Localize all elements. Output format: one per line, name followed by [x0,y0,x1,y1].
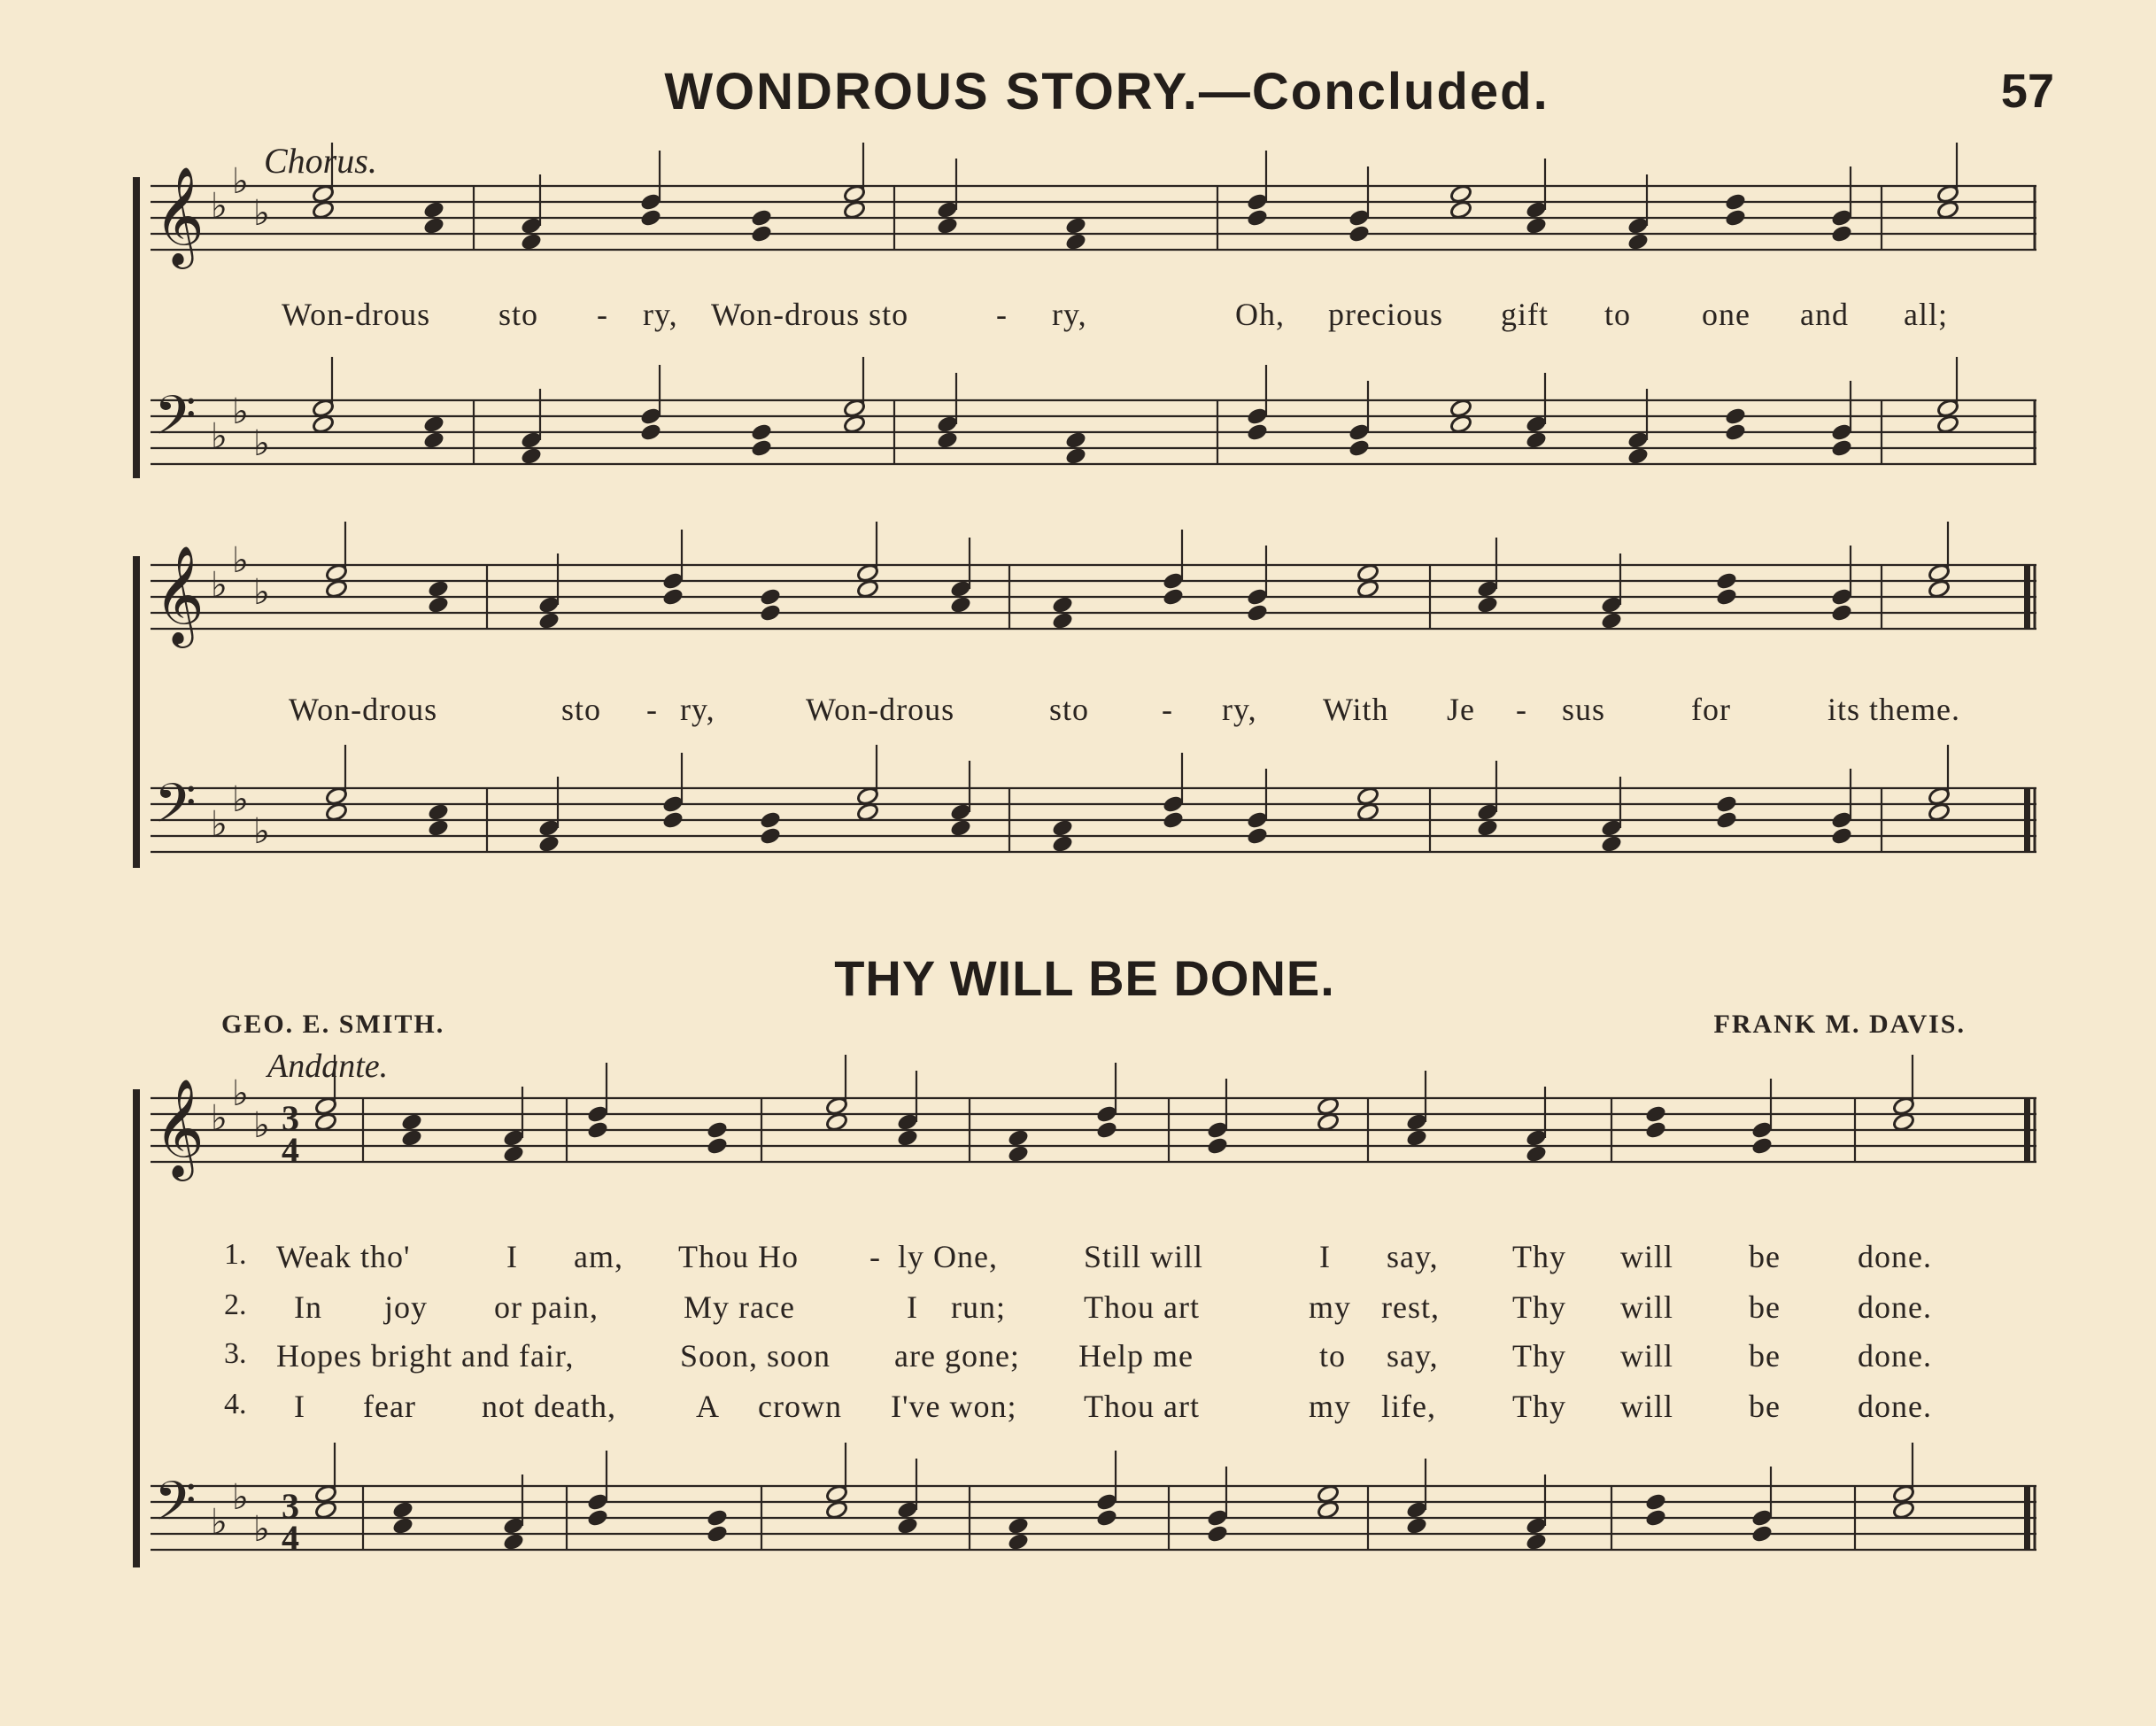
notehead [1830,826,1853,847]
lyric-syllable: my [1309,1389,1352,1424]
lyric-syllable: - [597,297,608,332]
notehead [1206,1136,1229,1157]
lyric-syllable: In [294,1289,322,1325]
notehead [586,1508,609,1529]
lyric-syllable: my [1309,1289,1352,1325]
lyric-syllable: and [1800,297,1849,332]
notehead [1830,224,1853,244]
notehead [750,208,773,228]
lyric-syllable: ry, [1052,297,1087,332]
lyric-syllable: I [294,1389,305,1424]
notehead [1348,224,1371,244]
notehead [1348,438,1371,459]
notehead [1162,810,1185,831]
lyric-syllable: done. [1858,1338,1932,1374]
lyric-syllable: ly One, [898,1239,998,1274]
flat-sign: ♭ [253,1509,270,1550]
treble-clef: 𝄞 [154,1078,205,1177]
lyric-syllable: to [1319,1338,1347,1374]
flat-sign: ♭ [211,416,228,457]
lyric-syllable: not death, [482,1389,616,1424]
lyric-syllable: Hopes bright and fair, [276,1338,575,1374]
lyric-syllable: sus [1562,692,1606,727]
lyric-syllable: for [1691,692,1731,727]
lyric-syllable: rest, [1381,1289,1440,1325]
lyric-syllable: Thy [1512,1289,1566,1325]
lyric-syllable: - [1516,692,1527,727]
flat-sign: ♭ [211,565,228,606]
flat-sign: ♭ [211,186,228,227]
notehead [586,1120,609,1141]
lyric-syllable: A [696,1389,720,1424]
lyric-syllable: I [506,1239,518,1274]
song-title: THY WILL BE DONE. [834,950,1335,1006]
lyric-syllable: precious [1328,297,1443,332]
composer-credit: FRANK M. DAVIS. [1713,1010,1966,1039]
notehead [1095,1508,1118,1529]
flat-sign: ♭ [253,811,270,852]
flat-sign: ♭ [232,1073,249,1114]
notehead [706,1508,729,1529]
notehead [1724,208,1747,228]
notehead [759,587,782,608]
lyric-syllable: - [869,1239,881,1274]
lyric-syllable: Help me [1078,1338,1194,1374]
flat-sign: ♭ [232,779,249,820]
notehead [1644,1492,1667,1513]
lyric-syllable: My race [684,1289,795,1325]
final-barline [2024,1098,2030,1162]
flat-sign: ♭ [253,572,270,613]
bass-clef: 𝄢 [154,1470,197,1546]
lyric-syllable: joy [384,1289,429,1325]
notehead [1750,1524,1773,1544]
verse-number: 4. [224,1388,247,1420]
lyric-syllable: - [1162,692,1173,727]
flat-sign: ♭ [232,161,249,202]
verse-number: 3. [224,1337,247,1370]
notehead [706,1120,729,1141]
lyric-syllable: Still will [1084,1239,1204,1274]
tempo-marking: Andante. [267,1048,389,1085]
notehead [1715,794,1738,815]
notehead [1162,587,1185,608]
lyric-syllable: be [1749,1239,1781,1274]
flat-sign: ♭ [211,804,228,845]
notehead [1830,438,1853,459]
lyric-syllable: - [646,692,658,727]
lyric-syllable: crown [758,1389,842,1424]
notehead [1206,1524,1229,1544]
lyric-syllable: Oh, [1235,297,1285,332]
notehead [706,1524,729,1544]
lyric-syllable: all; [1904,297,1948,332]
lyric-syllable: ry, [1222,692,1257,727]
notehead [1715,810,1738,831]
lyric-syllable: Won-drous sto [711,297,909,332]
notehead [1724,422,1747,443]
flat-sign: ♭ [253,423,270,464]
lyric-syllable: or pain, [494,1289,599,1325]
lyric-syllable: ry, [643,297,678,332]
notehead [639,422,662,443]
notehead [1644,1120,1667,1141]
lyric-syllable: to [1604,297,1632,332]
lyric-syllable: ry, [680,692,715,727]
lyric-syllable: say, [1387,1338,1439,1374]
lyric-syllable: Thou art [1084,1389,1200,1424]
notehead [1644,1508,1667,1529]
lyric-syllable: say, [1387,1239,1439,1274]
treble-clef: 𝄞 [154,166,205,265]
flat-sign: ♭ [211,1098,228,1139]
lyric-syllable: I [907,1289,918,1325]
notehead [1246,826,1269,847]
lyric-syllable: sto [561,692,602,727]
running-title: WONDROUS STORY.—Concluded. [664,63,1549,120]
flat-sign: ♭ [232,391,249,432]
notehead [1715,571,1738,592]
treble-clef: 𝄞 [154,545,205,644]
lyric-syllable: will [1620,1389,1674,1424]
flat-sign: ♭ [253,193,270,234]
final-barline [2024,565,2030,629]
notehead [759,810,782,831]
lyric-syllable: Soon, soon [680,1338,831,1374]
notehead [661,587,684,608]
system-bracket [133,177,140,478]
notehead [750,422,773,443]
system-bracket [133,556,140,868]
lyric-syllable: Thy [1512,1389,1566,1424]
lyric-syllable: life, [1381,1389,1436,1424]
lyric-syllable: I [1319,1239,1331,1274]
lyric-syllable: will [1620,1289,1674,1325]
lyric-syllable: Weak tho' [276,1239,411,1274]
lyric-syllable: Thy [1512,1338,1566,1374]
notehead [759,603,782,623]
lyric-syllable: Thou art [1084,1289,1200,1325]
notehead [661,810,684,831]
verse-number: 1. [224,1238,247,1271]
lyric-syllable: sto [498,297,539,332]
notehead [1644,1104,1667,1125]
notehead [1724,406,1747,427]
lyric-syllable: done. [1858,1239,1932,1274]
notehead [1246,208,1269,228]
lyric-syllable: are gone; [894,1338,1020,1374]
lyric-syllable: will [1620,1239,1674,1274]
lyric-syllable: Thy [1512,1239,1566,1274]
lyric-syllable: Thou Ho [678,1239,799,1274]
lyricist-credit: GEO. E. SMITH. [221,1010,445,1039]
time-signature-bottom: 4 [282,1130,299,1170]
final-barline [2024,788,2030,852]
lyric-syllable: sto [1049,692,1090,727]
lyric-syllable: With [1323,692,1389,727]
notehead [1750,1136,1773,1157]
notehead [1830,603,1853,623]
notehead [1724,192,1747,213]
flat-sign: ♭ [232,1477,249,1518]
system-bracket [133,1089,140,1567]
lyric-syllable: fear [363,1389,416,1424]
lyric-syllable: its theme. [1828,692,1960,727]
lyric-syllable: will [1620,1338,1674,1374]
bass-clef: 𝄢 [154,384,197,461]
page-number: 57 [2000,65,2054,118]
lyric-syllable: gift [1501,297,1549,332]
flat-sign: ♭ [232,540,249,581]
lyric-syllable: be [1749,1289,1781,1325]
notehead [1715,587,1738,608]
lyric-syllable: done. [1858,1289,1932,1325]
lyric-syllable: - [996,297,1008,332]
notehead [750,438,773,459]
lyric-syllable: I've won; [891,1389,1017,1424]
final-barline [2024,1486,2030,1550]
lyric-syllable: Won-drous [282,297,431,332]
bass-clef: 𝄢 [154,772,197,848]
notehead [759,826,782,847]
time-signature-top: 3 [282,1486,299,1526]
time-signature-bottom: 4 [282,1518,299,1558]
time-signature-top: 3 [282,1098,299,1138]
lyric-syllable: run; [951,1289,1006,1325]
notehead [1246,422,1269,443]
verse-number: 2. [224,1289,247,1321]
flat-sign: ♭ [211,1502,228,1543]
notehead [706,1136,729,1157]
lyric-syllable: be [1749,1338,1781,1374]
lyric-syllable: am, [574,1239,623,1274]
notehead [1246,603,1269,623]
notehead [639,208,662,228]
flat-sign: ♭ [253,1105,270,1146]
lyric-syllable: be [1749,1389,1781,1424]
lyric-syllable: Won-drous [289,692,438,727]
lyric-syllable: Won-drous [806,692,955,727]
notehead [1095,1120,1118,1141]
lyric-syllable: Je [1447,692,1475,727]
chorus-marking: Chorus. [264,141,377,181]
lyric-syllable: done. [1858,1389,1932,1424]
notehead [750,224,773,244]
lyric-syllable: one [1702,297,1750,332]
